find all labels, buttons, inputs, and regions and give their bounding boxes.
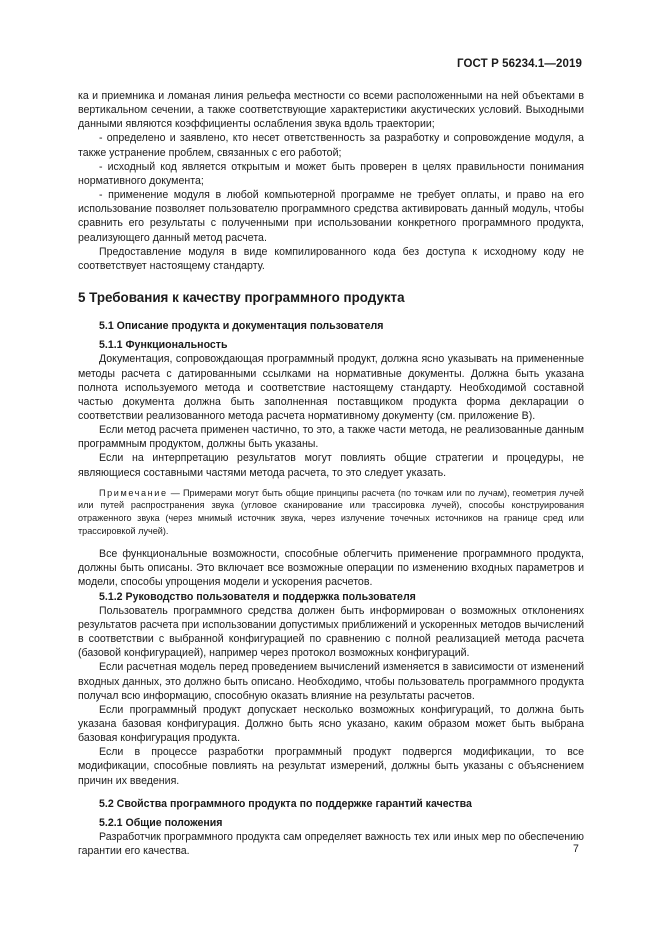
- note-text: — Примерами могут быть общие принципы расчета (по точкам или по лучам), геометрия лучей или путей распространения звука (угловое сканирование или трассировка лучей), способы конструирования отраженного звука (через мнимый источник звука, через излучение точечных источников на границе сред или трассировкой лучей).: [78, 487, 584, 536]
- list-item-free-usage: - применение модуля в любой компьютерной программе не требует оплаты, и право на его использование позволяет пользователю программного средства активировать данный модуль, чтобы сравнить его результаты с полученными при использовании конкретного программного продукта, реализующего данный метод расчета.: [78, 189, 584, 244]
- paragraph-documentation: Документация, сопровождающая программный продукт, должна ясно указывать на примененные методы расчета с датированными ссылками на нормативные документы. Должна быть указана полнота используемого метода и соответствие настоящему стандарту. Необходимой составной частью документа должна быть заполненная поставщиком продукта форма декларации о соответствии реализованного метода расчета нормативному документу (см. приложение В).: [78, 353, 584, 422]
- document-code-header: ГОСТ Р 56234.1—2019: [457, 58, 582, 70]
- list-item-responsibility: - определено и заявлено, кто несет ответственность за разработку и сопровождение модуля, а также устранение проблем, связанных с его работой;: [78, 132, 584, 159]
- document-body: [78, 89, 584, 858]
- paragraph-user-informed: Пользователь программного средства должен быть информирован о возможных отклонениях результатов расчета при использовании допустимых приближений и ускоренных методов вычислений в соответствии с выбранной конфигурацией по сравнению с полной реализацией метода расчета (базовой конфигурацией), например через протокол возможных конфигураций.: [78, 604, 584, 660]
- paragraph-configurations: Если программный продукт допускает несколько возможных конфигураций, то должна быть указана базовая конфигурация. Должно быть ясно указано, каким образом может быть выбрана базовая конфигурация продукта.: [78, 703, 584, 745]
- section-5-heading: 5 Требования к качеству программного продукта: [78, 290, 405, 306]
- paragraph-developer-quality: Разработчик программного продукта сам определяет важность тех или иных мер по обеспечению гарантии его качества.: [78, 831, 584, 858]
- section-5-1-1-heading: 5.1.1 Функциональность: [99, 339, 228, 352]
- paragraph-interpretation: Если на интерпретацию результатов могут повлиять общие стратегии и процедуры, не являющиеся составными частями метода расчета, то это следует указать.: [78, 452, 584, 479]
- list-item-open-source: - исходный код является открытым и может быть проверен в целях правильности понимания нормативного документа;: [78, 160, 584, 187]
- section-5-2-1-heading: 5.2.1 Общие положения: [99, 816, 223, 829]
- paragraph-modifications: Если в процессе разработки программный продукт подвергся модификации, то все модификации, способные повлиять на результат измерений, должны быть указаны с объяснением причин их введения.: [78, 746, 584, 787]
- section-5-1-heading: 5.1 Описание продукта и документация пользователя: [99, 320, 384, 333]
- section-5-1-2-heading: 5.1.2 Руководство пользователя и поддержка пользователя: [99, 590, 416, 603]
- paragraph-partial-method: Если метод расчета применен частично, то это, а также части метода, не реализованные данным программным продуктом, должны быть указаны.: [78, 424, 584, 451]
- paragraph-model-changes: Если расчетная модель перед проведением вычислений изменяется в зависимости от изменений входных данных, это должно быть описано. Необходимо, чтобы пользователь программного продукта получал всю информацию, способную оказать влияние на результаты расчетов.: [78, 661, 584, 702]
- note-block: [78, 487, 584, 537]
- section-5-2-heading: 5.2 Свойства программного продукта по поддержке гарантий качества: [99, 797, 472, 810]
- page-number: 7: [573, 843, 579, 855]
- note-label: Примечание: [99, 487, 168, 498]
- paragraph-compiled-module: Предоставление модуля в виде компилированного кода без доступа к исходному коду не соответствует настоящему стандарту.: [78, 245, 584, 272]
- paragraph-continuation: ка и приемника и ломаная линия рельефа местности со всеми расположенными на ней объектами в вертикальном сечении, а также соответствующие характеристики акустических условий. Выходными данными являются коэффициенты ослабления звука вдоль траектории;: [78, 90, 584, 131]
- paragraph-functional-capabilities: Все функциональные возможности, способные облегчить применение программного продукта, должны быть описаны. Это включает все возможные операции по изменению входных параметров и модели, способы упрощения модели и ускорения расчетов.: [78, 548, 584, 589]
